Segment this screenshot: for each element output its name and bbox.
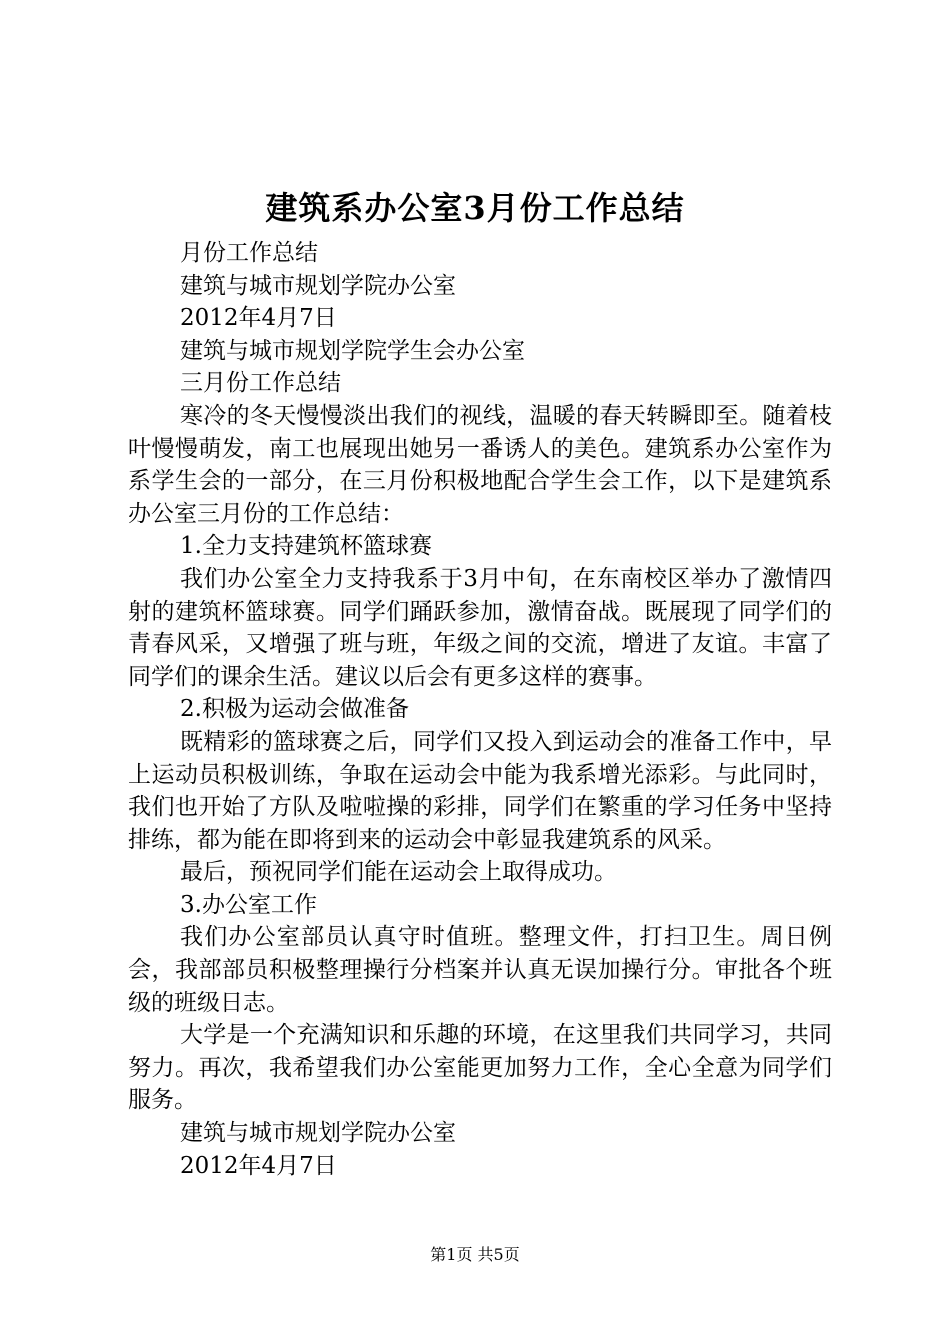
section-heading-3: 3.办公室工作	[180, 891, 317, 918]
header-line-subtitle: 月份工作总结	[180, 240, 318, 266]
section-3-paragraph: 我们办公室部员认真守时值班。整理文件，打扫卫生。周日例会，我部部员积极整理操行分档案并认真无误加操行分。审批各个班级的班级日志。	[128, 924, 832, 1016]
document-body	[128, 237, 832, 1182]
section-2-closing: 最后，预祝同学们能在运动会上取得成功。	[180, 859, 617, 886]
section-1-paragraph: 我们办公室全力支持我系于3月中旬，在东南校区举办了激情四射的建筑杯篮球赛。同学们踊跃参加，激情奋战。既展现了同学们的青春风采，又增强了班与班，年级之间的交流，增进了友谊。丰富了同学们的课余生活。建议以后会有更多这样的赛事。	[128, 565, 832, 690]
section-2-paragraph: 既精彩的篮球赛之后，同学们又投入到运动会的准备工作中，早上运动员积极训练，争取在运动会中能为我系增光添彩。与此同时，我们也开始了方队及啦啦操的彩排，同学们在繁重的学习任务中坚持排练，都为能在即将到来的运动会中彰显我建筑系的风采。	[128, 728, 832, 853]
header-line-student-union: 建筑与城市规划学院学生会办公室	[180, 337, 525, 364]
page-footer: 第1页 共5页	[430, 1245, 520, 1264]
signature-date: 2012年4月7日	[180, 1152, 337, 1179]
section-heading-1: 1.全力支持建筑杯篮球赛	[180, 533, 432, 560]
conclusion-paragraph: 大学是一个充满知识和乐趣的环境，在这里我们共同学习，共同努力。再次，我希望我们办公室能更加努力工作，全心全意为同学们服务。	[128, 1022, 832, 1114]
header-line-summary: 三月份工作总结	[180, 370, 341, 397]
header-line-office: 建筑与城市规划学院办公室	[180, 272, 456, 299]
header-line-date: 2012年4月7日	[180, 305, 337, 332]
signature-org: 建筑与城市规划学院办公室	[180, 1120, 456, 1147]
document-title: 建筑系办公室3月份工作总结	[265, 189, 685, 227]
intro-paragraph: 寒冷的冬天慢慢淡出我们的视线，温暖的春天转瞬即至。随着枝叶慢慢萌发，南工也展现出她另一番诱人的美色。建筑系办公室作为系学生会的一部分，在三月份积极地配合学生会工作，以下是建筑系办公室三月份的工作总结：	[128, 402, 832, 527]
section-heading-2: 2.积极为运动会做准备	[180, 696, 409, 723]
